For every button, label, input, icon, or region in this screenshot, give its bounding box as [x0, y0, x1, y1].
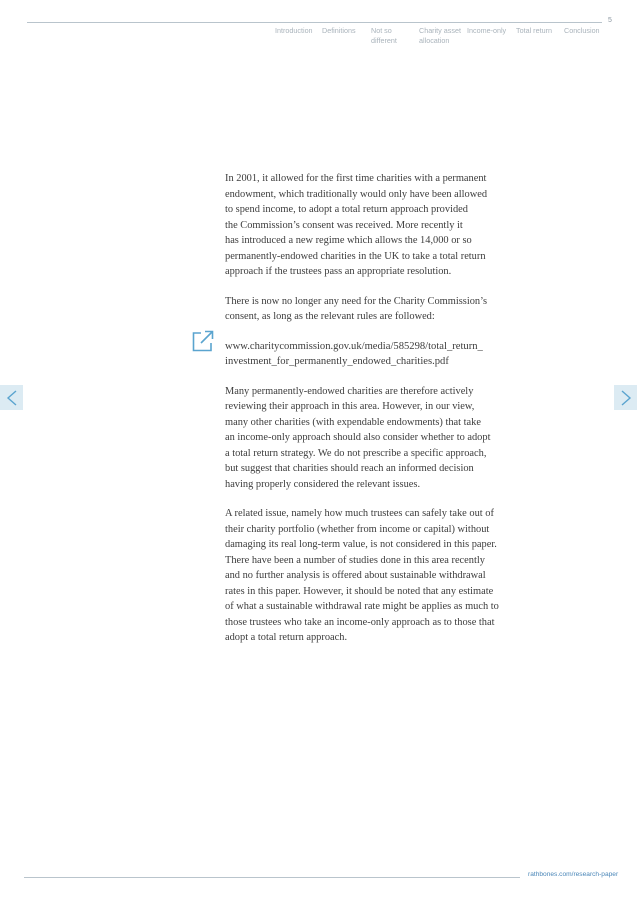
tab-label: Total return [516, 26, 552, 35]
tab-label: different [371, 35, 397, 45]
text-line: permanently-endowed charities in the UK to take a total return [225, 250, 486, 262]
text-line: those trustees who take an income-only approach as to those that [225, 616, 495, 628]
text-line: the Commission’s consent was received. More recently it [225, 219, 463, 231]
text-line: There have been a number of studies done in this area recently [225, 554, 485, 566]
tab-definitions[interactable] [322, 26, 356, 36]
tab-charity-asset-allocation[interactable] [419, 26, 461, 45]
tab-introduction[interactable] [275, 26, 313, 36]
text-line: having properly considered the relevant issues. [225, 478, 421, 490]
text-line: approach if the trustees pass an appropriate resolution. [225, 266, 452, 277]
text-line: adopt a total return approach. [225, 632, 348, 643]
chevron-right-icon [620, 390, 632, 406]
tab-income-only[interactable] [467, 26, 506, 36]
text-line: damaging its real long-term value, is not considered in this paper. [225, 539, 497, 550]
tab-not-so-different[interactable] [371, 26, 397, 45]
footer-website-link[interactable]: rathbones.com/research-paper [528, 871, 619, 878]
text-line: but suggest that charities should reach an informed decision [225, 463, 474, 474]
text-line: to spend income, to adopt a total return approach provided [225, 204, 468, 215]
text-line: a total return strategy. We do not prescribe a specific approach, [225, 447, 487, 459]
previous-page-button[interactable] [0, 385, 23, 410]
chevron-left-icon [6, 390, 18, 406]
paragraph-withdrawal-rates [225, 506, 570, 646]
text-line: and no further analysis is offered about sustainable withdrawal [225, 570, 486, 581]
tab-label: Charity asset [419, 26, 461, 35]
tab-label: Definitions [322, 26, 356, 35]
text-line: of what a sustainable withdrawal rate might be applies as much to [225, 601, 499, 612]
footer-rule [24, 877, 520, 878]
header-rule [27, 22, 602, 23]
text-line: In 2001, it allowed for the first time charities with a permanent [225, 173, 487, 184]
text-line: their charity portfolio (whether from income or capital) without [225, 523, 490, 535]
charity-commission-link [225, 339, 570, 370]
link-line[interactable]: www.charitycommission.gov.uk/media/585298/total_return_ [225, 340, 483, 352]
main-content [225, 171, 570, 660]
text-line: an income-only approach should also consider whether to adopt [225, 432, 491, 443]
link-line[interactable]: investment_for_permanently_endowed_charities.pdf [225, 356, 449, 367]
next-page-button[interactable] [614, 385, 637, 410]
tab-label: Income-only [467, 26, 507, 35]
tab-total-return[interactable] [516, 26, 552, 36]
text-line: reviewing their approach in this area. However, in our view, [225, 401, 475, 412]
tab-label: Not so [371, 26, 392, 35]
text-line: has introduced a new regime which allows the 14,000 or so [225, 235, 472, 246]
tab-label: Introduction [275, 26, 313, 35]
paragraph-reviewing-approach [225, 384, 570, 493]
text-line: many other charities (with expendable endowments) that take [225, 416, 481, 428]
text-line: A related issue, namely how much trustees can safely take out of [225, 508, 494, 519]
tab-label: Conclusion [564, 26, 600, 35]
text-line: consent, as long as the relevant rules are followed: [225, 311, 435, 322]
text-line: There is now no longer any need for the Charity Commission’s [225, 295, 488, 307]
tab-conclusion[interactable] [564, 26, 600, 36]
text-line: rates in this paper. However, it should be noted that any estimate [225, 585, 494, 597]
paragraph-permanent-endowment [225, 171, 570, 280]
external-link-icon[interactable] [192, 330, 214, 352]
tab-label: allocation [419, 35, 450, 45]
paragraph-commission-consent [225, 294, 570, 325]
page-number: 5 [608, 17, 612, 24]
text-line: endowment, which traditionally would only have been allowed [225, 188, 488, 200]
text-line: Many permanently-endowed charities are therefore actively [225, 385, 474, 397]
